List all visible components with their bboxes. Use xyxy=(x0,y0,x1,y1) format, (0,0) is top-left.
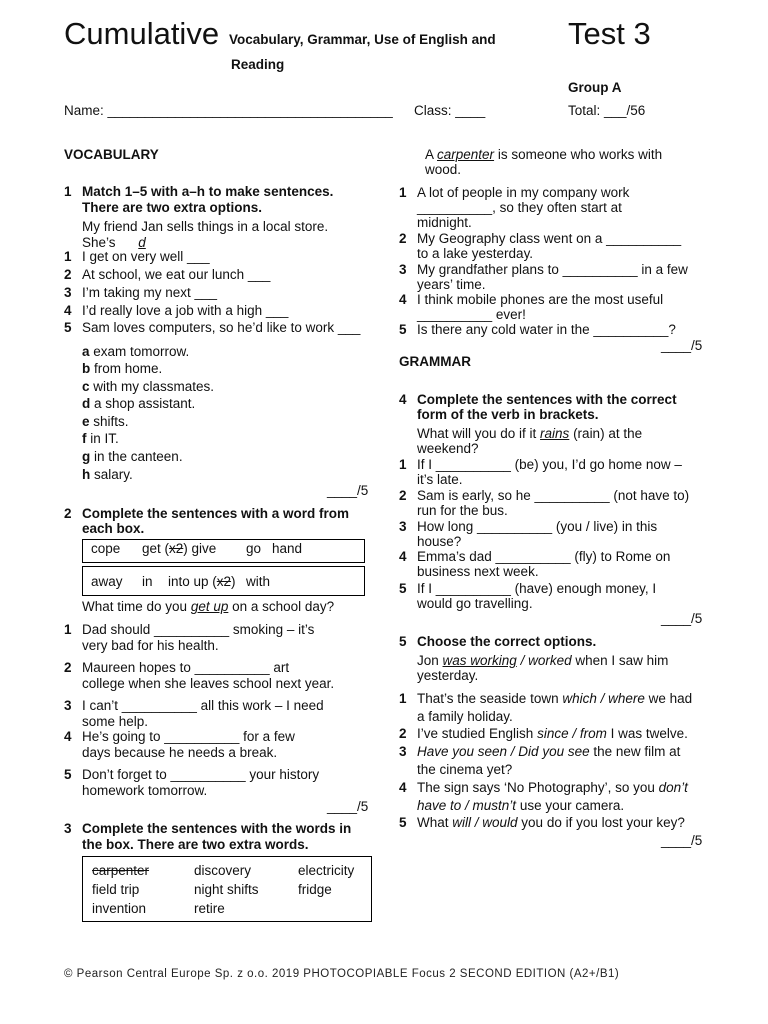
example-sentence-l2: yesterday. xyxy=(417,668,479,683)
exercise-number: 1 xyxy=(64,184,72,199)
word: electricity xyxy=(298,863,355,878)
vocabulary-heading: VOCABULARY xyxy=(64,147,159,162)
option-item: a exam tomorrow. xyxy=(82,344,190,359)
word: invention xyxy=(92,901,147,916)
instruction-line1: Match 1–5 with a–h to make sentences. xyxy=(82,184,334,199)
example-answer: d xyxy=(138,235,146,250)
example-sentence: What will you do if it rains (rain) at the xyxy=(417,426,643,441)
word-box-3 xyxy=(82,856,372,922)
copyright-footer: © Pearson Central Europe Sp. z o.o. 2019 PHOTOCOPIABLE Focus 2 SECOND EDITION (A2+/B1) xyxy=(64,968,620,980)
instruction-line1: Complete the sentences with a word from xyxy=(82,506,350,521)
option-item: e shifts. xyxy=(82,414,129,429)
option-item: h salary. xyxy=(82,467,133,482)
score-ex3: ____/5 xyxy=(661,338,703,353)
option-item: b from home. xyxy=(82,361,163,376)
word: discovery xyxy=(194,863,252,878)
example-sentence-l2: weekend? xyxy=(417,441,479,456)
name-field: Name: ______________________________________ xyxy=(64,103,393,118)
word: field trip xyxy=(92,882,140,897)
subtitle-line2: Reading xyxy=(231,57,285,72)
word-box-2: away in into up (x2) with xyxy=(82,566,365,596)
word: fridge xyxy=(298,882,332,897)
option-item: d a shop assistant. xyxy=(82,396,196,411)
score-ex4: ____/5 xyxy=(661,611,703,626)
example-sentence: A carpenter is someone who works with xyxy=(425,147,663,162)
example-prefix: She’s xyxy=(82,235,116,250)
option-item: g in the canteen. xyxy=(82,449,183,464)
instruction-line1: Complete the sentences with the correct xyxy=(417,392,677,407)
instruction-line2: form of the verb in brackets. xyxy=(417,407,599,422)
score-ex2: ____/5 xyxy=(327,799,369,814)
example-sentence: What time do you get up on a school day? xyxy=(82,599,335,614)
example-sentence: Jon was working / worked when I saw him xyxy=(417,653,669,668)
example-sentence-l2: wood. xyxy=(425,162,462,177)
word: carpenter xyxy=(92,863,150,878)
instruction-line2: There are two extra options. xyxy=(82,200,263,215)
total-field: Total: ___/56 xyxy=(568,103,646,118)
title-cumulative: Cumulative xyxy=(64,16,220,51)
score-ex5: ____/5 xyxy=(661,833,703,848)
group-label: Group A xyxy=(568,80,622,95)
word: night shifts xyxy=(194,882,259,897)
score-ex1: ____/5 xyxy=(327,483,369,498)
option-item: c with my classmates. xyxy=(82,379,215,394)
option-item: f in IT. xyxy=(82,431,119,446)
instruction: Choose the correct options. xyxy=(417,634,597,649)
instruction-line2: the box. There are two extra words. xyxy=(82,837,309,852)
instruction-line1: Complete the sentences with the words in xyxy=(82,821,352,836)
test-number: Test 3 xyxy=(568,16,651,51)
word: retire xyxy=(194,901,225,916)
word-box-1: cope get (x2) give go hand xyxy=(82,539,365,563)
instruction-line2: each box. xyxy=(82,521,145,536)
grammar-heading: GRAMMAR xyxy=(399,354,471,369)
example-sentence: My friend Jan sells things in a local store. xyxy=(82,219,329,234)
class-field: Class: ____ xyxy=(414,103,486,118)
subtitle-line1: Vocabulary, Grammar, Use of English and xyxy=(229,32,496,47)
